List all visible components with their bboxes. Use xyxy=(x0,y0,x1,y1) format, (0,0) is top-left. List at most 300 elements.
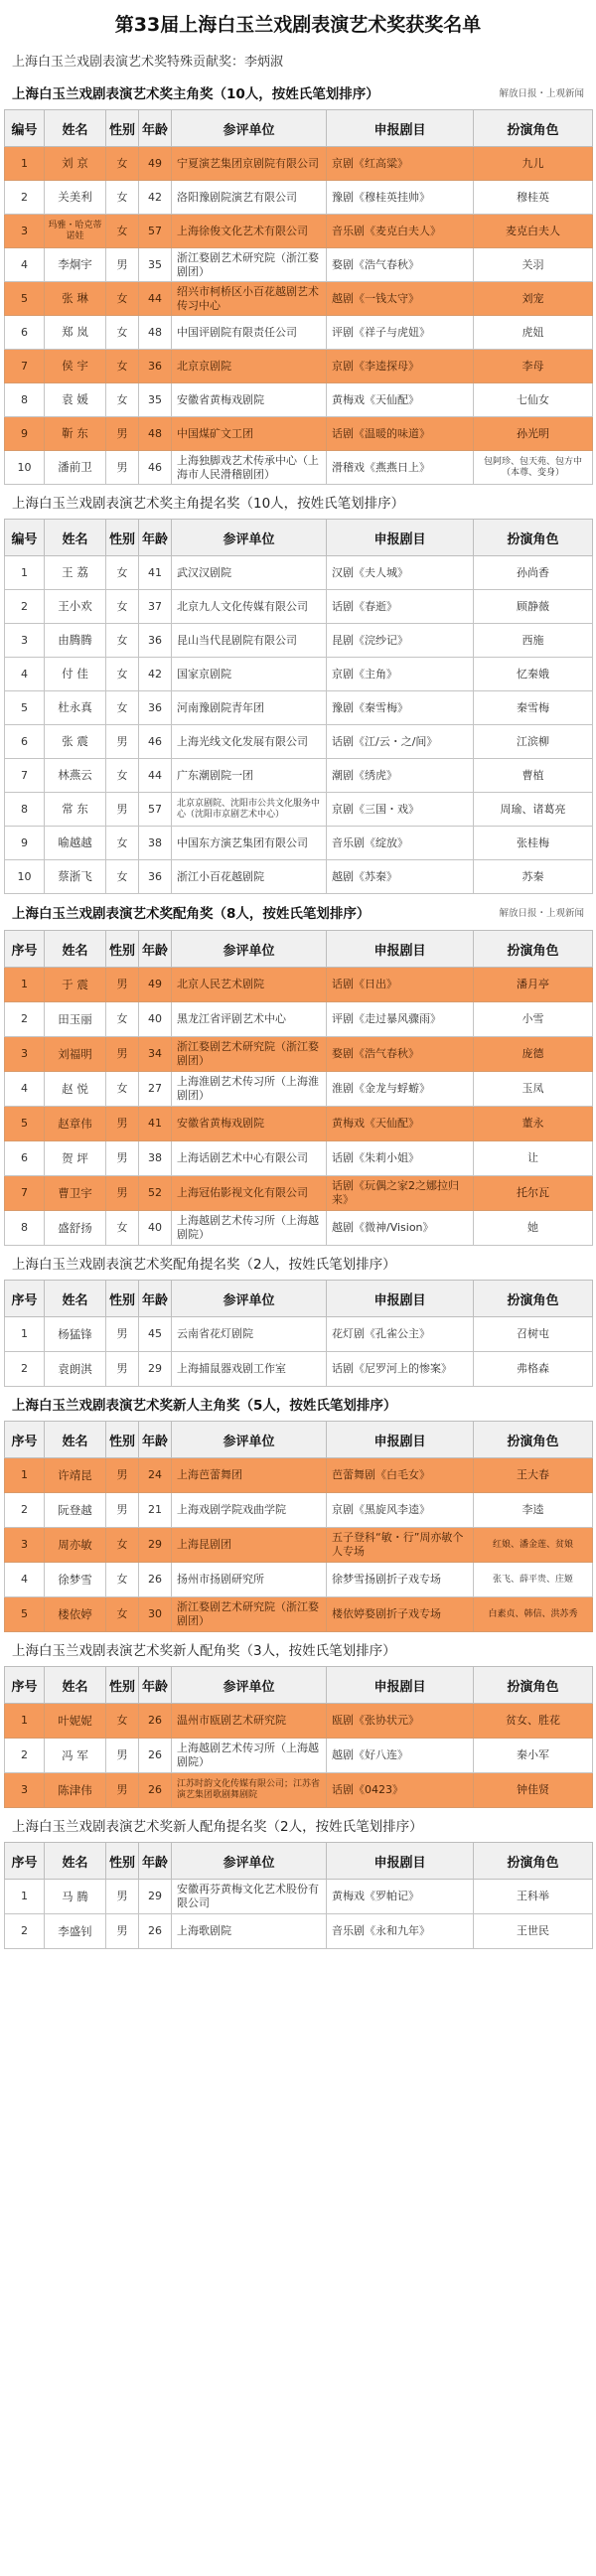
column-header: 序号 xyxy=(5,931,45,968)
table-row xyxy=(5,556,593,590)
performer-name: 阮登越 xyxy=(45,1493,106,1528)
performer-sex: 女 xyxy=(106,1563,139,1597)
performer-name: 张 琳 xyxy=(45,282,106,316)
row-number: 4 xyxy=(5,1072,45,1107)
column-header: 申报剧目 xyxy=(327,931,474,968)
column-header: 序号 xyxy=(5,1422,45,1458)
performer-name: 王小欢 xyxy=(45,590,106,624)
row-number: 3 xyxy=(5,1528,45,1563)
participating-unit: 云南省花灯剧院 xyxy=(172,1317,327,1352)
table-row xyxy=(5,1458,593,1493)
role-played: 让 xyxy=(474,1141,593,1176)
row-number: 5 xyxy=(5,282,45,316)
performer-age: 49 xyxy=(139,147,172,181)
participating-unit: 上海冠佑影视文化有限公司 xyxy=(172,1176,327,1211)
participating-unit: 中国煤矿文工团 xyxy=(172,417,327,451)
participating-unit: 北京九人文化传媒有限公司 xyxy=(172,590,327,624)
row-number: 7 xyxy=(5,350,45,383)
role-played: 孙光明 xyxy=(474,417,593,451)
performer-sex: 男 xyxy=(106,1773,139,1808)
performer-age: 46 xyxy=(139,725,172,759)
performer-age: 46 xyxy=(139,451,172,485)
column-header: 编号 xyxy=(5,110,45,147)
column-header: 性别 xyxy=(106,1843,139,1880)
role-played: 召树屯 xyxy=(474,1317,593,1352)
performer-sex: 女 xyxy=(106,1002,139,1037)
declared-play: 越剧《一钱太守》 xyxy=(327,282,474,316)
performer-age: 34 xyxy=(139,1037,172,1072)
performer-age: 26 xyxy=(139,1739,172,1773)
performer-name: 冯 军 xyxy=(45,1739,106,1773)
role-played: 贫女、胜花 xyxy=(474,1704,593,1739)
participating-unit: 上海戏剧学院戏曲学院 xyxy=(172,1493,327,1528)
row-number: 3 xyxy=(5,624,45,658)
participating-unit: 国家京剧院 xyxy=(172,658,327,691)
table-row xyxy=(5,1317,593,1352)
role-played: 李逵 xyxy=(474,1493,593,1528)
row-number: 2 xyxy=(5,1493,45,1528)
performer-name: 关美利 xyxy=(45,181,106,215)
row-number: 5 xyxy=(5,691,45,725)
table-row xyxy=(5,1493,593,1528)
performer-sex: 女 xyxy=(106,658,139,691)
performer-sex: 男 xyxy=(106,725,139,759)
table-row xyxy=(5,451,593,485)
declared-play: 黄梅戏《天仙配》 xyxy=(327,1107,474,1141)
performer-age: 48 xyxy=(139,417,172,451)
table-row xyxy=(5,1107,593,1141)
table-row xyxy=(5,860,593,894)
section-title xyxy=(4,1246,592,1280)
table-header-row xyxy=(5,1281,593,1317)
performer-sex: 女 xyxy=(106,590,139,624)
declared-play: 京剧《李逵探母》 xyxy=(327,350,474,383)
performer-sex: 男 xyxy=(106,1176,139,1211)
row-number: 1 xyxy=(5,1458,45,1493)
column-header: 年龄 xyxy=(139,931,172,968)
column-header: 姓名 xyxy=(45,1843,106,1880)
declared-play: 音乐剧《永和九年》 xyxy=(327,1914,474,1949)
column-header: 申报剧目 xyxy=(327,1281,474,1317)
participating-unit: 安徽再芬黄梅文化艺术股份有限公司 xyxy=(172,1880,327,1914)
performer-name: 王 荔 xyxy=(45,556,106,590)
table-row xyxy=(5,316,593,350)
table-row xyxy=(5,759,593,793)
performer-sex: 女 xyxy=(106,1597,139,1632)
role-played: 潘月亭 xyxy=(474,968,593,1002)
declared-play: 音乐剧《绽放》 xyxy=(327,827,474,860)
performer-name: 侯 宇 xyxy=(45,350,106,383)
participating-unit: 安徽省黄梅戏剧院 xyxy=(172,383,327,417)
performer-age: 49 xyxy=(139,968,172,1002)
table-header-row xyxy=(5,110,593,147)
row-number: 10 xyxy=(5,860,45,894)
performer-name: 林燕云 xyxy=(45,759,106,793)
row-number: 3 xyxy=(5,1037,45,1072)
row-number: 1 xyxy=(5,1704,45,1739)
role-played: 玉凤 xyxy=(474,1072,593,1107)
section-title xyxy=(4,1387,592,1421)
table-header-row xyxy=(5,520,593,556)
participating-unit: 广东潮剧院一团 xyxy=(172,759,327,793)
row-number: 2 xyxy=(5,1002,45,1037)
column-header: 性别 xyxy=(106,1422,139,1458)
declared-play: 黄梅戏《天仙配》 xyxy=(327,383,474,417)
declared-play: 昆剧《浣纱记》 xyxy=(327,624,474,658)
role-played: 小雪 xyxy=(474,1002,593,1037)
performer-sex: 男 xyxy=(106,793,139,827)
performer-age: 44 xyxy=(139,759,172,793)
performer-age: 26 xyxy=(139,1563,172,1597)
role-played: 苏秦 xyxy=(474,860,593,894)
performer-age: 21 xyxy=(139,1493,172,1528)
table-row xyxy=(5,968,593,1002)
special-award-line: 上海白玉兰戏剧表演艺术奖特殊贡献奖：李炳淑 xyxy=(12,55,284,70)
performer-sex: 男 xyxy=(106,1317,139,1352)
declared-play: 汉剧《夫人城》 xyxy=(327,556,474,590)
column-header: 姓名 xyxy=(45,931,106,968)
role-played: 周瑜、诸葛亮 xyxy=(474,793,593,827)
table-row xyxy=(5,147,593,181)
participating-unit: 黑龙江省评剧艺术中心 xyxy=(172,1002,327,1037)
table-row xyxy=(5,1597,593,1632)
row-number: 3 xyxy=(5,215,45,248)
participating-unit: 上海独脚戏艺术传承中心（上海市人民滑稽剧团） xyxy=(172,451,327,485)
declared-play: 京剧《主角》 xyxy=(327,658,474,691)
performer-name: 楼依婷 xyxy=(45,1597,106,1632)
performer-name: 马 腾 xyxy=(45,1880,106,1914)
performer-name: 杜永真 xyxy=(45,691,106,725)
performer-sex: 男 xyxy=(106,1141,139,1176)
participating-unit: 上海话剧艺术中心有限公司 xyxy=(172,1141,327,1176)
column-header: 扮演角色 xyxy=(474,520,593,556)
declared-play: 越剧《苏秦》 xyxy=(327,860,474,894)
role-played: 王大春 xyxy=(474,1458,593,1493)
award-table xyxy=(4,109,593,485)
column-header: 年龄 xyxy=(139,1281,172,1317)
role-played: 王科举 xyxy=(474,1880,593,1914)
section-title-text: 上海白玉兰戏剧表演艺术奖新人配角提名奖（2人，按姓氏笔划排序） xyxy=(12,1819,423,1835)
declared-play: 五子登科“敏・行”周亦敏个人专场 xyxy=(327,1528,474,1563)
section-title xyxy=(4,1632,592,1666)
section-title xyxy=(4,76,592,109)
declared-play: 婺剧《浩气春秋》 xyxy=(327,1037,474,1072)
performer-age: 42 xyxy=(139,181,172,215)
table-row xyxy=(5,691,593,725)
table-row xyxy=(5,1563,593,1597)
participating-unit: 浙江婺剧艺术研究院（浙江婺剧团） xyxy=(172,1037,327,1072)
row-number: 1 xyxy=(5,147,45,181)
participating-unit: 宁夏演艺集团京剧院有限公司 xyxy=(172,147,327,181)
section-title-text: 上海白玉兰戏剧表演艺术奖主角提名奖（10人，按姓氏笔划排序） xyxy=(12,496,405,512)
participating-unit: 武汉汉剧院 xyxy=(172,556,327,590)
role-played: 董永 xyxy=(474,1107,593,1141)
performer-age: 36 xyxy=(139,860,172,894)
table-row xyxy=(5,1739,593,1773)
table-header-row xyxy=(5,1667,593,1704)
performer-age: 38 xyxy=(139,827,172,860)
column-header: 年龄 xyxy=(139,520,172,556)
section-title-text: 上海白玉兰戏剧表演艺术奖新人主角奖（5人，按姓氏笔划排序） xyxy=(12,1398,397,1414)
performer-name: 陈津伟 xyxy=(45,1773,106,1808)
performer-name: 贺 坪 xyxy=(45,1141,106,1176)
participating-unit: 浙江婺剧艺术研究院（浙江婺剧团） xyxy=(172,248,327,282)
table-header-row xyxy=(5,1843,593,1880)
role-played: 张桂梅 xyxy=(474,827,593,860)
performer-sex: 女 xyxy=(106,316,139,350)
declared-play: 评剧《祥子与虎妞》 xyxy=(327,316,474,350)
performer-name: 赵章伟 xyxy=(45,1107,106,1141)
section-title-text: 上海白玉兰戏剧表演艺术奖新人配角奖（3人，按姓氏笔划排序） xyxy=(12,1643,396,1659)
performer-name: 田玉丽 xyxy=(45,1002,106,1037)
award-table xyxy=(4,1280,593,1387)
row-number: 8 xyxy=(5,1211,45,1246)
page-title: 第33届上海白玉兰戏剧表演艺术奖获奖名单 xyxy=(114,14,482,36)
column-header: 参评单位 xyxy=(172,1667,327,1704)
role-played: 忆秦娥 xyxy=(474,658,593,691)
role-played: 钟佳贤 xyxy=(474,1773,593,1808)
performer-age: 36 xyxy=(139,691,172,725)
performer-sex: 男 xyxy=(106,1352,139,1387)
row-number: 6 xyxy=(5,316,45,350)
column-header: 参评单位 xyxy=(172,1843,327,1880)
column-header: 扮演角色 xyxy=(474,931,593,968)
column-header: 年龄 xyxy=(139,1667,172,1704)
declared-play: 话剧《江/云・之/间》 xyxy=(327,725,474,759)
performer-name: 郑 岚 xyxy=(45,316,106,350)
declared-play: 话剧《春逝》 xyxy=(327,590,474,624)
row-number: 1 xyxy=(5,556,45,590)
row-number: 1 xyxy=(5,1317,45,1352)
performer-sex: 男 xyxy=(106,1739,139,1773)
performer-name: 袁 媛 xyxy=(45,383,106,417)
declared-play: 京剧《红高粱》 xyxy=(327,147,474,181)
table-row xyxy=(5,248,593,282)
participating-unit: 河南豫剧院青年团 xyxy=(172,691,327,725)
performer-sex: 女 xyxy=(106,1072,139,1107)
declared-play: 淮剧《金龙与蜉蝣》 xyxy=(327,1072,474,1107)
role-played: 江滨柳 xyxy=(474,725,593,759)
role-played: 秦雪梅 xyxy=(474,691,593,725)
role-played: 白素贞、韩信、洪苏秀 xyxy=(474,1597,593,1632)
award-table xyxy=(4,1666,593,1808)
participating-unit: 上海徐俊文化艺术有限公司 xyxy=(172,215,327,248)
column-header: 申报剧目 xyxy=(327,520,474,556)
performer-sex: 男 xyxy=(106,1914,139,1949)
performer-age: 41 xyxy=(139,1107,172,1141)
role-played: 庞德 xyxy=(474,1037,593,1072)
table-row xyxy=(5,1211,593,1246)
performer-sex: 男 xyxy=(106,1458,139,1493)
declared-play: 豫剧《秦雪梅》 xyxy=(327,691,474,725)
column-header: 性别 xyxy=(106,1667,139,1704)
performer-name: 李炯宇 xyxy=(45,248,106,282)
declared-play: 花灯剧《孔雀公主》 xyxy=(327,1317,474,1352)
row-number: 2 xyxy=(5,1739,45,1773)
row-number: 9 xyxy=(5,417,45,451)
performer-age: 44 xyxy=(139,282,172,316)
performer-age: 40 xyxy=(139,1002,172,1037)
column-header: 性别 xyxy=(106,110,139,147)
declared-play: 楼依婷婺剧折子戏专场 xyxy=(327,1597,474,1632)
row-number: 5 xyxy=(5,1597,45,1632)
participating-unit: 洛阳豫剧院演艺有限公司 xyxy=(172,181,327,215)
performer-name: 由腾腾 xyxy=(45,624,106,658)
performer-sex: 女 xyxy=(106,350,139,383)
performer-age: 36 xyxy=(139,624,172,658)
table-header-row xyxy=(5,1422,593,1458)
column-header: 参评单位 xyxy=(172,1281,327,1317)
performer-age: 26 xyxy=(139,1704,172,1739)
performer-name: 刘福明 xyxy=(45,1037,106,1072)
role-played: 张飞、薛平贵、庄姬 xyxy=(474,1563,593,1597)
section-title-text: 上海白玉兰戏剧表演艺术奖主角奖（10人，按姓氏笔划排序） xyxy=(12,86,379,102)
award-sections xyxy=(4,76,592,1949)
performer-name: 许靖昆 xyxy=(45,1458,106,1493)
performer-age: 29 xyxy=(139,1880,172,1914)
performer-name: 袁朗淇 xyxy=(45,1352,106,1387)
performer-sex: 男 xyxy=(106,1493,139,1528)
source-credit: 解放日报・上观新闻 xyxy=(499,908,584,919)
table-row xyxy=(5,1528,593,1563)
role-played: 包阿珍、包天苑、包方中（本尊、变身） xyxy=(474,451,593,485)
award-table xyxy=(4,1842,593,1949)
declared-play: 话剧《日出》 xyxy=(327,968,474,1002)
row-number: 4 xyxy=(5,248,45,282)
participating-unit: 扬州市扬剧研究所 xyxy=(172,1563,327,1597)
performer-sex: 女 xyxy=(106,181,139,215)
table-row xyxy=(5,417,593,451)
role-played: 顾静薇 xyxy=(474,590,593,624)
performer-age: 27 xyxy=(139,1072,172,1107)
table-row xyxy=(5,1002,593,1037)
column-header: 编号 xyxy=(5,520,45,556)
section-title xyxy=(4,485,592,519)
table-row xyxy=(5,383,593,417)
role-played: 西施 xyxy=(474,624,593,658)
table-row xyxy=(5,1072,593,1107)
declared-play: 京剧《黑旋风李逵》 xyxy=(327,1493,474,1528)
table-header-row xyxy=(5,931,593,968)
participating-unit: 温州市瓯剧艺术研究院 xyxy=(172,1704,327,1739)
column-header: 扮演角色 xyxy=(474,1667,593,1704)
table-row xyxy=(5,1141,593,1176)
participating-unit: 上海捕鼠器戏剧工作室 xyxy=(172,1352,327,1387)
performer-age: 57 xyxy=(139,215,172,248)
performer-sex: 女 xyxy=(106,1704,139,1739)
table-row xyxy=(5,1880,593,1914)
column-header: 年龄 xyxy=(139,1422,172,1458)
section-title xyxy=(4,1808,592,1842)
declared-play: 话剧《尼罗河上的惨案》 xyxy=(327,1352,474,1387)
performer-age: 41 xyxy=(139,556,172,590)
source-credit: 解放日报・上观新闻 xyxy=(499,88,584,99)
participating-unit: 北京人民艺术剧院 xyxy=(172,968,327,1002)
row-number: 4 xyxy=(5,1563,45,1597)
performer-sex: 女 xyxy=(106,147,139,181)
performer-sex: 男 xyxy=(106,1880,139,1914)
row-number: 2 xyxy=(5,181,45,215)
declared-play: 话剧《温暖的味道》 xyxy=(327,417,474,451)
performer-age: 26 xyxy=(139,1914,172,1949)
performer-name: 曹卫宇 xyxy=(45,1176,106,1211)
row-number: 7 xyxy=(5,1176,45,1211)
column-header: 序号 xyxy=(5,1843,45,1880)
performer-sex: 女 xyxy=(106,215,139,248)
performer-age: 42 xyxy=(139,658,172,691)
performer-age: 35 xyxy=(139,383,172,417)
table-row xyxy=(5,590,593,624)
role-played: 李母 xyxy=(474,350,593,383)
role-played: 红娘、潘金莲、贫娘 xyxy=(474,1528,593,1563)
row-number: 3 xyxy=(5,1773,45,1808)
section-title-text: 上海白玉兰戏剧表演艺术奖配角提名奖（2人，按姓氏笔划排序） xyxy=(12,1257,396,1273)
table-row xyxy=(5,1037,593,1072)
performer-sex: 男 xyxy=(106,417,139,451)
table-row xyxy=(5,181,593,215)
participating-unit: 昆山当代昆剧院有限公司 xyxy=(172,624,327,658)
role-played: 麦克白夫人 xyxy=(474,215,593,248)
performer-age: 45 xyxy=(139,1317,172,1352)
column-header: 参评单位 xyxy=(172,110,327,147)
performer-sex: 男 xyxy=(106,1037,139,1072)
participating-unit: 中国东方演艺集团有限公司 xyxy=(172,827,327,860)
performer-sex: 男 xyxy=(106,1107,139,1141)
row-number: 8 xyxy=(5,793,45,827)
participating-unit: 上海芭蕾舞团 xyxy=(172,1458,327,1493)
role-played: 弗格森 xyxy=(474,1352,593,1387)
performer-age: 37 xyxy=(139,590,172,624)
row-number: 9 xyxy=(5,827,45,860)
declared-play: 话剧《0423》 xyxy=(327,1773,474,1808)
performer-name: 付 佳 xyxy=(45,658,106,691)
role-played: 孙尚香 xyxy=(474,556,593,590)
performer-name: 周亦敏 xyxy=(45,1528,106,1563)
participating-unit: 上海昆剧团 xyxy=(172,1528,327,1563)
performer-name: 赵 悦 xyxy=(45,1072,106,1107)
award-table xyxy=(4,1421,593,1632)
award-table xyxy=(4,930,593,1246)
column-header: 申报剧目 xyxy=(327,1667,474,1704)
row-number: 6 xyxy=(5,725,45,759)
performer-name: 李盛钊 xyxy=(45,1914,106,1949)
participating-unit: 上海淮剧艺术传习所（上海淮剧团） xyxy=(172,1072,327,1107)
role-played: 虎妞 xyxy=(474,316,593,350)
performer-age: 40 xyxy=(139,1211,172,1246)
table-row xyxy=(5,350,593,383)
performer-sex: 男 xyxy=(106,968,139,1002)
row-number: 5 xyxy=(5,1107,45,1141)
row-number: 10 xyxy=(5,451,45,485)
performer-age: 29 xyxy=(139,1352,172,1387)
performer-sex: 男 xyxy=(106,451,139,485)
column-header: 姓名 xyxy=(45,1667,106,1704)
column-header: 参评单位 xyxy=(172,520,327,556)
performer-name: 潘前卫 xyxy=(45,451,106,485)
role-played: 关羽 xyxy=(474,248,593,282)
performer-name: 蔡浙飞 xyxy=(45,860,106,894)
role-played: 穆桂英 xyxy=(474,181,593,215)
declared-play: 徐梦雪扬剧折子戏专场 xyxy=(327,1563,474,1597)
row-number: 4 xyxy=(5,658,45,691)
column-header: 性别 xyxy=(106,1281,139,1317)
role-played: 七仙女 xyxy=(474,383,593,417)
declared-play: 越剧《好八连》 xyxy=(327,1739,474,1773)
table-row xyxy=(5,1176,593,1211)
role-played: 刘宠 xyxy=(474,282,593,316)
table-row xyxy=(5,1704,593,1739)
column-header: 扮演角色 xyxy=(474,1843,593,1880)
